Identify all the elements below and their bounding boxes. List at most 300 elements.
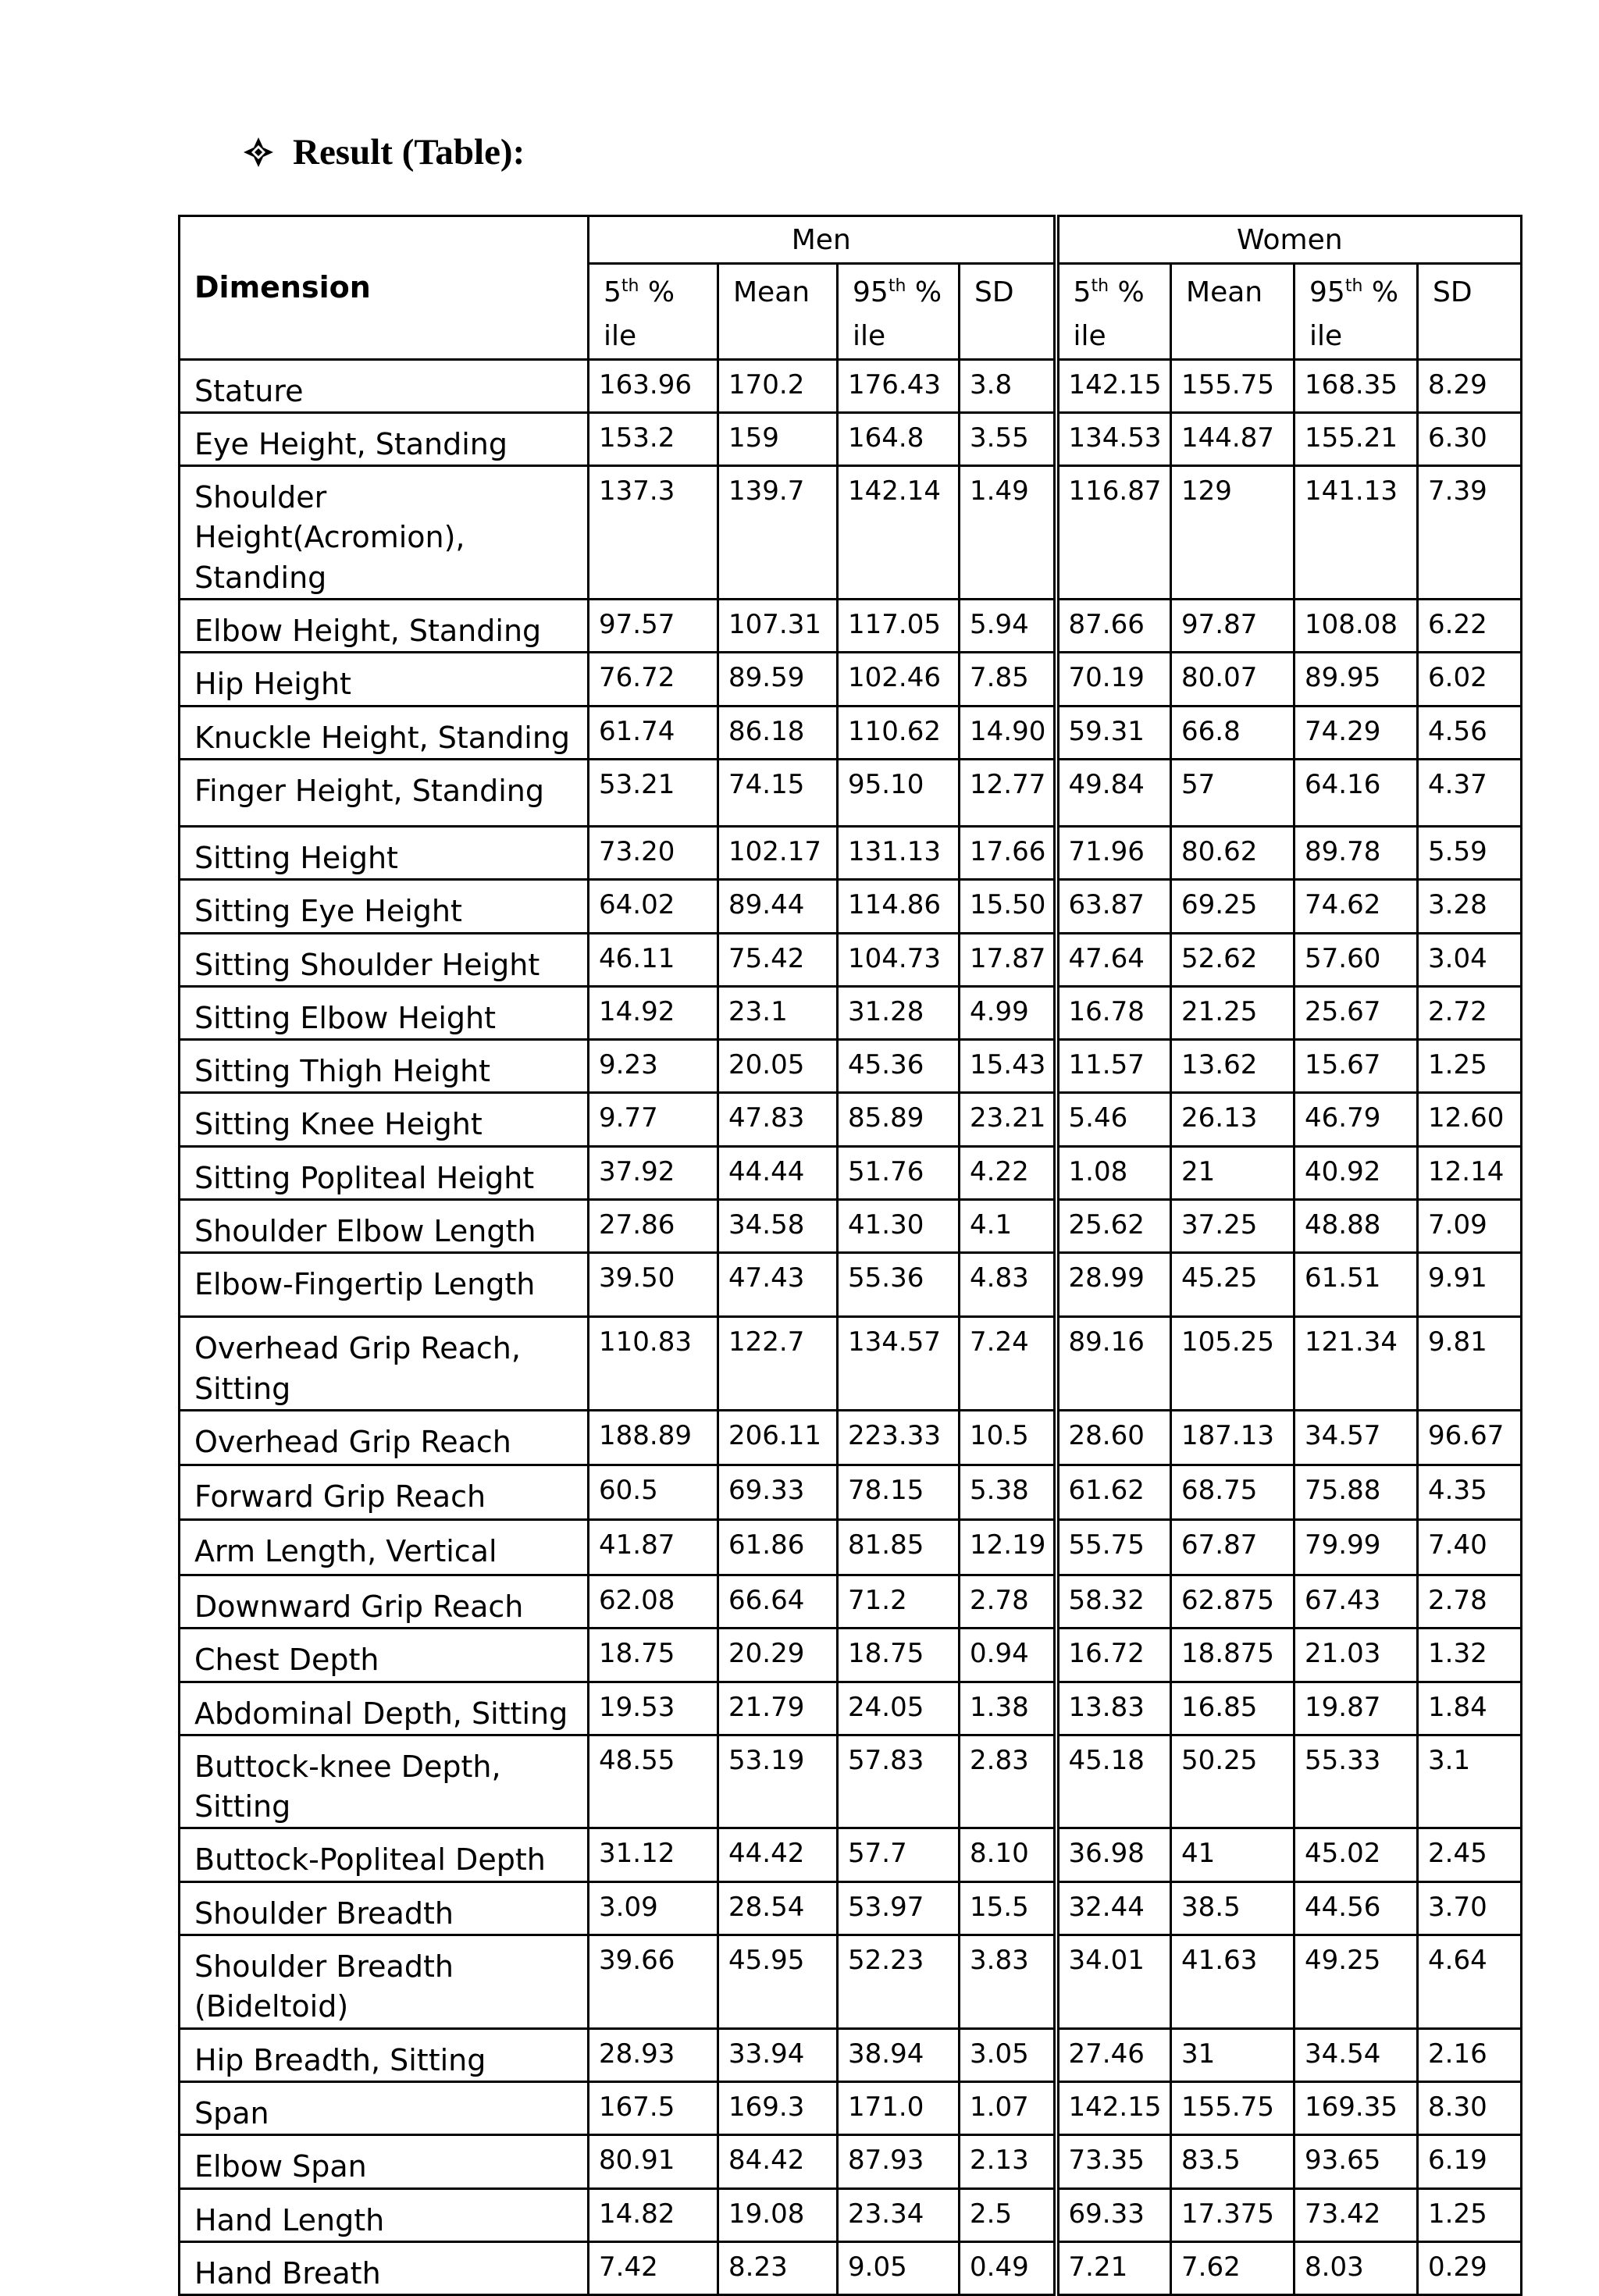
women-95th-pct-cell: 45.02: [1295, 1828, 1418, 1881]
men-sd-header: SD: [960, 264, 1056, 360]
men-mean-cell: 206.11: [718, 1410, 838, 1465]
women-mean-cell: 31: [1171, 2028, 1295, 2081]
women-5th-pct-cell: 59.31: [1056, 706, 1171, 759]
men-sd-cell: 1.07: [960, 2081, 1056, 2134]
men-5th-pct-cell: 19.53: [589, 1682, 718, 1735]
men-mean-cell: 20.29: [718, 1629, 838, 1682]
women-sd-cell: 9.91: [1418, 1253, 1522, 1317]
women-5th-pct-cell: 89.16: [1056, 1317, 1171, 1411]
dimension-cell: Hip Breadth, Sitting: [180, 2028, 589, 2081]
women-5th-pct-cell: 45.18: [1056, 1735, 1171, 1828]
women-sd-cell: 5.59: [1418, 826, 1522, 879]
men-95th-pct-cell: 131.13: [838, 826, 960, 879]
men-5th-pct-cell: 73.20: [589, 826, 718, 879]
men-5th-pct-cell: 137.3: [589, 466, 718, 600]
women-95th-pct-cell: 34.57: [1295, 1410, 1418, 1465]
women-sd-cell: 0.29: [1418, 2241, 1522, 2294]
dimension-cell: Elbow Height, Standing: [180, 600, 589, 653]
men-sd-cell: 0.94: [960, 1629, 1056, 1682]
men-5th-pct-cell: 41.87: [589, 1519, 718, 1575]
table-row: [180, 880, 1522, 933]
men-5th-pct-cell: 110.83: [589, 1317, 718, 1411]
men-mean-cell: 45.95: [718, 1935, 838, 2029]
dimension-cell: Stature: [180, 359, 589, 412]
men-95th-pct-cell: 85.89: [838, 1093, 960, 1146]
men-sd-cell: 14.90: [960, 706, 1056, 759]
women-95th-pct-cell: 49.25: [1295, 1935, 1418, 2029]
women-95th-pct-cell: 61.51: [1295, 1253, 1418, 1317]
men-sd-cell: 1.38: [960, 1682, 1056, 1735]
men-95th-pct-cell: 45.36: [838, 1040, 960, 1093]
men-sd-cell: 4.1: [960, 1200, 1056, 1253]
men-mean-cell: 8.23: [718, 2241, 838, 2294]
men-5th-pct-cell: 188.89: [589, 1410, 718, 1465]
men-5th-pct-cell: 14.82: [589, 2188, 718, 2241]
women-5th-pct-cell: 1.08: [1056, 1146, 1171, 1199]
dimension-cell: Shoulder Breadth: [180, 1881, 589, 1935]
women-mean-cell: 57: [1171, 759, 1295, 826]
men-5th-pct-cell: 48.55: [589, 1735, 718, 1828]
women-sd-cell: 7.09: [1418, 1200, 1522, 1253]
men-sd-cell: 23.21: [960, 1093, 1056, 1146]
women-sd-cell: 6.22: [1418, 600, 1522, 653]
table-row: [180, 1093, 1522, 1146]
table-row: [180, 600, 1522, 653]
dimension-cell: Sitting Popliteal Height: [180, 1146, 589, 1199]
table-row: [180, 986, 1522, 1039]
men-5th-pct-cell: 46.11: [589, 933, 718, 986]
women-sd-cell: 6.02: [1418, 653, 1522, 706]
men-mean-cell: 107.31: [718, 600, 838, 653]
dimension-cell: Buttock-knee Depth, Sitting: [180, 1735, 589, 1828]
dimension-cell: Sitting Height: [180, 826, 589, 879]
men-95th-pct-cell: 57.7: [838, 1828, 960, 1881]
dimension-cell: Sitting Eye Height: [180, 880, 589, 933]
table-row: [180, 1629, 1522, 1682]
table-row: [180, 1465, 1522, 1519]
diamond-bullet-icon: [243, 137, 274, 168]
men-sd-cell: 3.83: [960, 1935, 1056, 2029]
men-95th-pct-cell: 114.86: [838, 880, 960, 933]
men-95th-pct-cell: 71.2: [838, 1575, 960, 1628]
women-5th-pct-cell: 87.66: [1056, 600, 1171, 653]
women-5th-pct-cell: 13.83: [1056, 1682, 1171, 1735]
men-sd-cell: 4.83: [960, 1253, 1056, 1317]
women-sd-cell: 2.45: [1418, 1828, 1522, 1881]
men-95th-pct-cell: 81.85: [838, 1519, 960, 1575]
women-mean-cell: 68.75: [1171, 1465, 1295, 1519]
men-5th-pct-cell: 9.23: [589, 1040, 718, 1093]
women-mean-cell: 66.8: [1171, 706, 1295, 759]
men-5th-pct-cell: 60.5: [589, 1465, 718, 1519]
women-sd-cell: 7.39: [1418, 466, 1522, 600]
men-5th-pct-cell: 37.92: [589, 1146, 718, 1199]
women-95th-pct-cell: 79.99: [1295, 1519, 1418, 1575]
men-95th-pct-cell: 102.46: [838, 653, 960, 706]
women-mean-cell: 21: [1171, 1146, 1295, 1199]
men-95th-pct-cell: 134.57: [838, 1317, 960, 1411]
table-row: [180, 933, 1522, 986]
dimension-cell: Overhead Grip Reach: [180, 1410, 589, 1465]
women-5th-pct-cell: 49.84: [1056, 759, 1171, 826]
table-row: [180, 1317, 1522, 1411]
women-sd-cell: 2.16: [1418, 2028, 1522, 2081]
men-5th-pct-cell: 7.42: [589, 2241, 718, 2294]
men-sd-cell: 10.5: [960, 1410, 1056, 1465]
men-5th-pct-header: 5th % ile: [589, 264, 718, 360]
men-5th-pct-cell: 97.57: [589, 600, 718, 653]
women-mean-cell: 17.375: [1171, 2188, 1295, 2241]
men-5th-pct-cell: 14.92: [589, 986, 718, 1039]
women-mean-cell: 62.875: [1171, 1575, 1295, 1628]
men-mean-cell: 47.43: [718, 1253, 838, 1317]
dimension-cell: Eye Height, Standing: [180, 412, 589, 465]
men-95th-pct-cell: 55.36: [838, 1253, 960, 1317]
dimension-cell: Shoulder Height(Acromion), Standing: [180, 466, 589, 600]
men-5th-pct-cell: 31.12: [589, 1828, 718, 1881]
women-5th-pct-cell: 27.46: [1056, 2028, 1171, 2081]
women-sd-cell: 8.29: [1418, 359, 1522, 412]
men-sd-cell: 3.8: [960, 359, 1056, 412]
men-5th-pct-cell: 9.77: [589, 1093, 718, 1146]
women-mean-cell: 45.25: [1171, 1253, 1295, 1317]
men-mean-cell: 33.94: [718, 2028, 838, 2081]
women-mean-cell: 18.875: [1171, 1629, 1295, 1682]
women-sd-cell: 4.35: [1418, 1465, 1522, 1519]
men-5th-pct-cell: 163.96: [589, 359, 718, 412]
women-95th-pct-cell: 8.03: [1295, 2241, 1418, 2294]
women-mean-cell: 21.25: [1171, 986, 1295, 1039]
men-sd-cell: 1.49: [960, 466, 1056, 600]
women-5th-pct-cell: 47.64: [1056, 933, 1171, 986]
dimension-cell: Sitting Knee Height: [180, 1093, 589, 1146]
men-mean-cell: 89.44: [718, 880, 838, 933]
women-sd-cell: 1.32: [1418, 1629, 1522, 1682]
men-mean-cell: 44.44: [718, 1146, 838, 1199]
women-95th-pct-cell: 15.67: [1295, 1040, 1418, 1093]
women-mean-cell: 69.25: [1171, 880, 1295, 933]
women-95th-pct-cell: 74.62: [1295, 880, 1418, 933]
women-95th-pct-cell: 89.95: [1295, 653, 1418, 706]
table-row: [180, 1200, 1522, 1253]
women-mean-cell: 16.85: [1171, 1682, 1295, 1735]
women-mean-cell: 41.63: [1171, 1935, 1295, 2029]
women-5th-pct-cell: 7.21: [1056, 2241, 1171, 2294]
women-sd-cell: 3.70: [1418, 1881, 1522, 1935]
men-sd-cell: 7.24: [960, 1317, 1056, 1411]
women-5th-pct-cell: 28.99: [1056, 1253, 1171, 1317]
women-95th-pct-cell: 48.88: [1295, 1200, 1418, 1253]
women-mean-cell: 26.13: [1171, 1093, 1295, 1146]
men-sd-cell: 15.43: [960, 1040, 1056, 1093]
women-mean-cell: 105.25: [1171, 1317, 1295, 1411]
table-row: [180, 1146, 1522, 1199]
women-sd-cell: 6.30: [1418, 412, 1522, 465]
men-mean-cell: 66.64: [718, 1575, 838, 1628]
women-95th-pct-cell: 67.43: [1295, 1575, 1418, 1628]
men-mean-cell: 19.08: [718, 2188, 838, 2241]
table-row: [180, 2241, 1522, 2294]
women-5th-pct-cell: 142.15: [1056, 2081, 1171, 2134]
men-95th-pct-cell: 38.94: [838, 2028, 960, 2081]
men-5th-pct-cell: 61.74: [589, 706, 718, 759]
women-sd-cell: 8.30: [1418, 2081, 1522, 2134]
men-5th-pct-cell: 153.2: [589, 412, 718, 465]
dimension-cell: Span: [180, 2081, 589, 2134]
dimension-cell: Hand Breath: [180, 2241, 589, 2294]
dimension-cell: Hand Length: [180, 2188, 589, 2241]
women-mean-cell: 41: [1171, 1828, 1295, 1881]
women-sd-header: SD: [1418, 264, 1522, 360]
women-mean-cell: 52.62: [1171, 933, 1295, 986]
dimension-cell: Forward Grip Reach: [180, 1465, 589, 1519]
men-mean-cell: 44.42: [718, 1828, 838, 1881]
table-row: [180, 1735, 1522, 1828]
women-sd-cell: 1.25: [1418, 2188, 1522, 2241]
women-5th-pct-cell: 63.87: [1056, 880, 1171, 933]
women-95th-pct-cell: 74.29: [1295, 706, 1418, 759]
men-mean-cell: 89.59: [718, 653, 838, 706]
women-5th-pct-cell: 34.01: [1056, 1935, 1171, 2029]
dimension-cell: Chest Depth: [180, 1629, 589, 1682]
table-row: [180, 1828, 1522, 1881]
men-95th-pct-header: 95th % ile: [838, 264, 960, 360]
women-95th-pct-cell: 57.60: [1295, 933, 1418, 986]
women-group-header: Women: [1056, 216, 1522, 264]
women-mean-cell: 80.62: [1171, 826, 1295, 879]
men-95th-pct-cell: 51.76: [838, 1146, 960, 1199]
men-mean-header: Mean: [718, 264, 838, 360]
men-95th-pct-cell: 110.62: [838, 706, 960, 759]
men-95th-pct-cell: 57.83: [838, 1735, 960, 1828]
women-95th-pct-cell: 64.16: [1295, 759, 1418, 826]
men-5th-pct-cell: 39.50: [589, 1253, 718, 1317]
women-95th-pct-cell: 21.03: [1295, 1629, 1418, 1682]
women-95th-pct-cell: 89.78: [1295, 826, 1418, 879]
table-row: [180, 2188, 1522, 2241]
women-sd-cell: 4.56: [1418, 706, 1522, 759]
section-heading: [243, 125, 525, 180]
men-5th-pct-cell: 18.75: [589, 1629, 718, 1682]
dimension-cell: Downward Grip Reach: [180, 1575, 589, 1628]
women-5th-pct-cell: 70.19: [1056, 653, 1171, 706]
dimension-cell: Elbow-Fingertip Length: [180, 1253, 589, 1317]
men-mean-cell: 23.1: [718, 986, 838, 1039]
men-5th-pct-cell: 39.66: [589, 1935, 718, 2029]
table-row: [180, 1410, 1522, 1465]
women-mean-cell: 38.5: [1171, 1881, 1295, 1935]
table-row: [180, 1935, 1522, 2029]
women-5th-pct-cell: 61.62: [1056, 1465, 1171, 1519]
men-5th-pct-cell: 3.09: [589, 1881, 718, 1935]
women-mean-cell: 37.25: [1171, 1200, 1295, 1253]
men-sd-cell: 15.50: [960, 880, 1056, 933]
dimension-cell: Buttock-Popliteal Depth: [180, 1828, 589, 1881]
women-5th-pct-cell: 11.57: [1056, 1040, 1171, 1093]
women-95th-pct-cell: 44.56: [1295, 1881, 1418, 1935]
men-95th-pct-cell: 87.93: [838, 2135, 960, 2188]
table-row: [180, 1253, 1522, 1317]
women-sd-cell: 1.25: [1418, 1040, 1522, 1093]
men-5th-pct-cell: 53.21: [589, 759, 718, 826]
men-mean-cell: 169.3: [718, 2081, 838, 2134]
men-mean-cell: 20.05: [718, 1040, 838, 1093]
women-sd-cell: 2.78: [1418, 1575, 1522, 1628]
men-mean-cell: 102.17: [718, 826, 838, 879]
women-mean-cell: 97.87: [1171, 600, 1295, 653]
men-95th-pct-cell: 31.28: [838, 986, 960, 1039]
women-mean-cell: 7.62: [1171, 2241, 1295, 2294]
dimension-cell: Shoulder Elbow Length: [180, 1200, 589, 1253]
women-95th-pct-cell: 169.35: [1295, 2081, 1418, 2134]
men-mean-cell: 75.42: [718, 933, 838, 986]
dimension-cell: Shoulder Breadth (Bideltoid): [180, 1935, 589, 2029]
dimension-cell: Hip Height: [180, 653, 589, 706]
men-95th-pct-cell: 53.97: [838, 1881, 960, 1935]
men-95th-pct-cell: 164.8: [838, 412, 960, 465]
men-mean-cell: 21.79: [718, 1682, 838, 1735]
men-95th-pct-cell: 171.0: [838, 2081, 960, 2134]
men-mean-cell: 61.86: [718, 1519, 838, 1575]
women-5th-pct-cell: 36.98: [1056, 1828, 1171, 1881]
women-95th-pct-cell: 168.35: [1295, 359, 1418, 412]
men-95th-pct-cell: 78.15: [838, 1465, 960, 1519]
women-mean-cell: 83.5: [1171, 2135, 1295, 2188]
men-95th-pct-cell: 52.23: [838, 1935, 960, 2029]
women-mean-cell: 13.62: [1171, 1040, 1295, 1093]
men-mean-cell: 74.15: [718, 759, 838, 826]
women-mean-cell: 155.75: [1171, 2081, 1295, 2134]
men-sd-cell: 17.66: [960, 826, 1056, 879]
women-mean-cell: 67.87: [1171, 1519, 1295, 1575]
men-sd-cell: 3.55: [960, 412, 1056, 465]
women-mean-header: Mean: [1171, 264, 1295, 360]
men-5th-pct-cell: 167.5: [589, 2081, 718, 2134]
women-sd-cell: 12.14: [1418, 1146, 1522, 1199]
table-row: [180, 1575, 1522, 1628]
women-sd-cell: 2.72: [1418, 986, 1522, 1039]
table-row: [180, 759, 1522, 826]
men-mean-cell: 86.18: [718, 706, 838, 759]
table-row: [180, 706, 1522, 759]
men-sd-cell: 4.22: [960, 1146, 1056, 1199]
men-sd-cell: 2.13: [960, 2135, 1056, 2188]
women-5th-pct-cell: 55.75: [1056, 1519, 1171, 1575]
women-sd-cell: 12.60: [1418, 1093, 1522, 1146]
women-95th-pct-header: 95th % ile: [1295, 264, 1418, 360]
women-sd-cell: 4.64: [1418, 1935, 1522, 2029]
dimension-cell: Arm Length, Vertical: [180, 1519, 589, 1575]
table-row: [180, 1881, 1522, 1935]
women-5th-pct-cell: 116.87: [1056, 466, 1171, 600]
dimension-cell: Elbow Span: [180, 2135, 589, 2188]
men-sd-cell: 5.94: [960, 600, 1056, 653]
men-95th-pct-cell: 18.75: [838, 1629, 960, 1682]
men-sd-cell: 12.19: [960, 1519, 1056, 1575]
table-row: [180, 826, 1522, 879]
men-5th-pct-cell: 76.72: [589, 653, 718, 706]
women-sd-cell: 1.84: [1418, 1682, 1522, 1735]
anthropometric-results-table: [178, 215, 1522, 2296]
men-5th-pct-cell: 62.08: [589, 1575, 718, 1628]
women-mean-cell: 80.07: [1171, 653, 1295, 706]
men-5th-pct-cell: 27.86: [589, 1200, 718, 1253]
dimension-cell: Overhead Grip Reach, Sitting: [180, 1317, 589, 1411]
men-mean-cell: 139.7: [718, 466, 838, 600]
table-row: [180, 2028, 1522, 2081]
dimension-cell: Sitting Thigh Height: [180, 1040, 589, 1093]
women-5th-pct-cell: 134.53: [1056, 412, 1171, 465]
men-95th-pct-cell: 223.33: [838, 1410, 960, 1465]
women-95th-pct-cell: 46.79: [1295, 1093, 1418, 1146]
men-sd-cell: 15.5: [960, 1881, 1056, 1935]
men-95th-pct-cell: 104.73: [838, 933, 960, 986]
dimension-cell: Sitting Elbow Height: [180, 986, 589, 1039]
men-95th-pct-cell: 117.05: [838, 600, 960, 653]
women-sd-cell: 96.67: [1418, 1410, 1522, 1465]
table-row: [180, 412, 1522, 465]
dimension-cell: Knuckle Height, Standing: [180, 706, 589, 759]
women-5th-pct-cell: 69.33: [1056, 2188, 1171, 2241]
men-mean-cell: 170.2: [718, 359, 838, 412]
women-5th-pct-cell: 142.15: [1056, 359, 1171, 412]
men-95th-pct-cell: 176.43: [838, 359, 960, 412]
men-sd-cell: 2.5: [960, 2188, 1056, 2241]
women-95th-pct-cell: 121.34: [1295, 1317, 1418, 1411]
men-sd-cell: 17.87: [960, 933, 1056, 986]
women-5th-pct-cell: 32.44: [1056, 1881, 1171, 1935]
men-mean-cell: 69.33: [718, 1465, 838, 1519]
women-95th-pct-cell: 141.13: [1295, 466, 1418, 600]
table-row: [180, 1682, 1522, 1735]
women-95th-pct-cell: 155.21: [1295, 412, 1418, 465]
men-mean-cell: 53.19: [718, 1735, 838, 1828]
men-95th-pct-cell: 41.30: [838, 1200, 960, 1253]
table-row: [180, 466, 1522, 600]
men-sd-cell: 2.78: [960, 1575, 1056, 1628]
women-95th-pct-cell: 19.87: [1295, 1682, 1418, 1735]
men-5th-pct-cell: 28.93: [589, 2028, 718, 2081]
men-sd-cell: 3.05: [960, 2028, 1056, 2081]
dimension-cell: Sitting Shoulder Height: [180, 933, 589, 986]
women-sd-cell: 9.81: [1418, 1317, 1522, 1411]
men-sd-cell: 12.77: [960, 759, 1056, 826]
men-sd-cell: 4.99: [960, 986, 1056, 1039]
women-5th-pct-cell: 16.78: [1056, 986, 1171, 1039]
table-row: [180, 653, 1522, 706]
men-95th-pct-cell: 23.34: [838, 2188, 960, 2241]
women-5th-pct-cell: 71.96: [1056, 826, 1171, 879]
women-5th-pct-cell: 5.46: [1056, 1093, 1171, 1146]
table-row: [180, 2135, 1522, 2188]
women-mean-cell: 187.13: [1171, 1410, 1295, 1465]
men-95th-pct-cell: 142.14: [838, 466, 960, 600]
men-95th-pct-cell: 24.05: [838, 1682, 960, 1735]
women-95th-pct-cell: 40.92: [1295, 1146, 1418, 1199]
men-sd-cell: 5.38: [960, 1465, 1056, 1519]
table-row: [180, 1040, 1522, 1093]
women-95th-pct-cell: 108.08: [1295, 600, 1418, 653]
women-5th-pct-cell: 16.72: [1056, 1629, 1171, 1682]
women-95th-pct-cell: 75.88: [1295, 1465, 1418, 1519]
table-row: [180, 359, 1522, 412]
section-title: Result (Table):: [293, 132, 525, 173]
men-mean-cell: 159: [718, 412, 838, 465]
women-95th-pct-cell: 73.42: [1295, 2188, 1418, 2241]
men-mean-cell: 28.54: [718, 1881, 838, 1935]
women-5th-pct-cell: 28.60: [1056, 1410, 1171, 1465]
women-95th-pct-cell: 93.65: [1295, 2135, 1418, 2188]
